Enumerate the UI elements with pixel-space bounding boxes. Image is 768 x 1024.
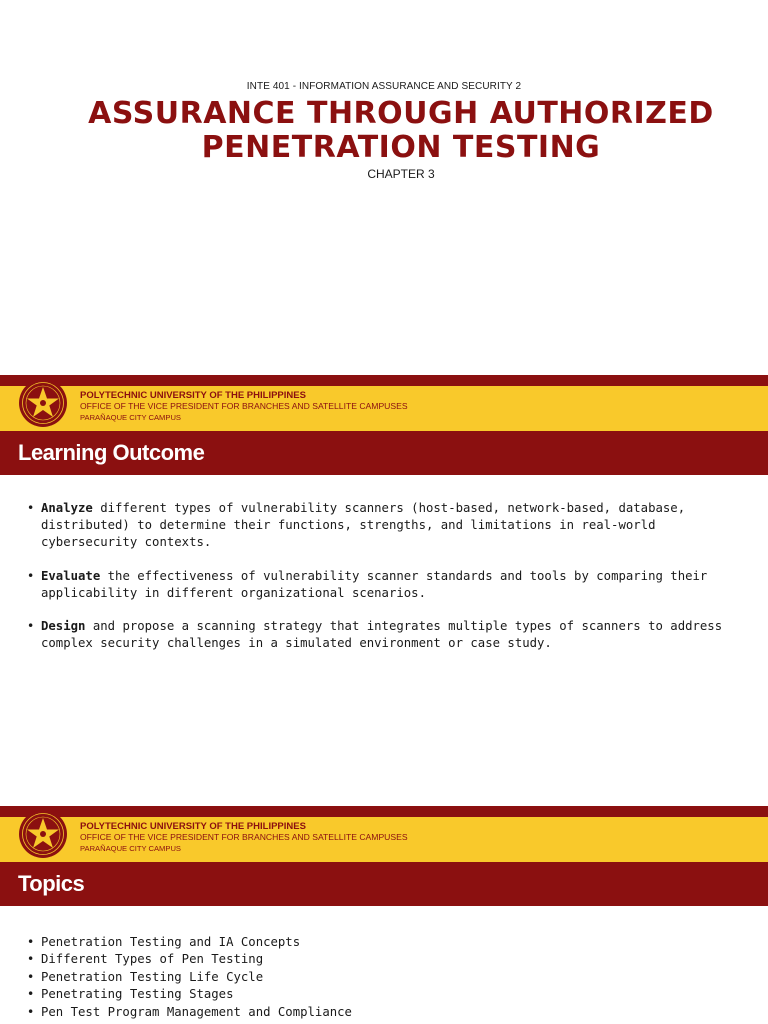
university-info (80, 390, 408, 423)
university-office: OFFICE OF THE VICE PRESIDENT FOR BRANCHES AND SATELLITE CAMPUSES (80, 401, 408, 411)
university-office: OFFICE OF THE VICE PRESIDENT FOR BRANCHES AND SATELLITE CAMPUSES (80, 832, 408, 842)
list-item (22, 618, 752, 652)
banner-top-stripe (0, 375, 768, 386)
outcome-verb: Analyze (41, 501, 93, 515)
course-code: INTE 401 - INFORMATION ASSURANCE AND SECURITY 2 (246, 81, 522, 92)
learning-outcome-heading: Learning Outcome (0, 431, 768, 475)
university-info (80, 821, 408, 854)
list-item: • Different Types of Pen Testing (22, 951, 752, 968)
page-title-line-1: ASSURANCE THROUGH AUTHORIZED (88, 96, 714, 131)
topics-list (22, 934, 752, 1021)
page-title (0, 97, 768, 165)
university-name: POLYTECHNIC UNIVERSITY OF THE PHILIPPINES (80, 821, 306, 832)
banner-top-stripe (0, 806, 768, 817)
outcome-text: and propose a scanning strategy that integrates multiple types of scanners to address complex security challenges in a simulated environment or case study. (41, 619, 723, 651)
list-item: • Penetration Testing Life Cycle (22, 969, 752, 986)
outcome-text: the effectiveness of vulnerability scanner standards and tools by comparing their applicability in different organizational scenarios. (41, 568, 708, 600)
list-item (22, 568, 752, 602)
topics-heading: Topics (0, 862, 768, 906)
list-item: • Pen Test Program Management and Compliance (22, 1004, 752, 1021)
university-seal-icon (18, 809, 68, 859)
outcome-text: different types of vulnerability scanners (host-based, network-based, database, distributed) to determine their functions, strengths, and limitations in real-world cybersecurity contexts. (41, 501, 686, 550)
chapter-label: CHAPTER 3 (367, 167, 435, 181)
university-seal-icon (18, 378, 68, 428)
university-banner-1 (0, 375, 768, 475)
university-campus: PARAÑAQUE CITY CAMPUS (80, 413, 181, 422)
banner-gold-stripe (0, 386, 768, 431)
list-item (22, 500, 752, 552)
list-item: • Penetrating Testing Stages (22, 986, 752, 1003)
university-banner-2 (0, 806, 768, 906)
university-campus: PARAÑAQUE CITY CAMPUS (80, 844, 181, 853)
banner-gold-stripe (0, 817, 768, 862)
page-title-line-2: PENETRATION TESTING (201, 130, 601, 165)
outcome-verb: Design (41, 619, 86, 634)
list-item: • Penetration Testing and IA Concepts (22, 934, 752, 951)
outcome-verb: Evaluate (41, 568, 101, 583)
learning-outcome-list (22, 500, 752, 668)
university-name: POLYTECHNIC UNIVERSITY OF THE PHILIPPINES (80, 390, 306, 401)
